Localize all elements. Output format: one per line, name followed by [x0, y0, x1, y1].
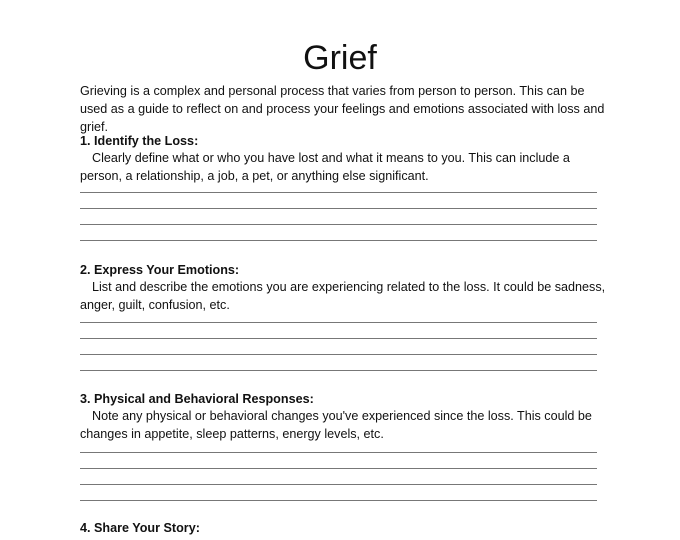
intro-paragraph: Grieving is a complex and personal process that varies from person to person. This can be used as a guide to reflect on and process your feelings and emotions associated with loss and grief.	[80, 84, 605, 134]
answer-line[interactable]	[80, 192, 597, 193]
section-prompt: Clearly define what or who you have lost and what it means to you. This can include a person, a relationship, a job, a pet, or anything else significant.	[80, 151, 570, 183]
answer-line[interactable]	[80, 322, 597, 323]
section-heading: 3. Physical and Behavioral Responses:	[80, 392, 314, 406]
answer-line[interactable]	[80, 484, 597, 485]
answer-line[interactable]	[80, 468, 597, 469]
answer-line[interactable]	[80, 338, 597, 339]
answer-line[interactable]	[80, 370, 597, 371]
section-identify-loss	[80, 133, 600, 185]
section-heading: 4. Share Your Story:	[80, 521, 200, 535]
section-physical-responses	[80, 391, 600, 443]
answer-line[interactable]	[80, 500, 597, 501]
answer-line[interactable]	[80, 208, 597, 209]
answer-line[interactable]	[80, 240, 597, 241]
answer-line[interactable]	[80, 354, 597, 355]
section-heading: 2. Express Your Emotions:	[80, 263, 240, 277]
section-prompt: Note any physical or behavioral changes you've experienced since the loss. This could be changes in appetite, sleep patterns, energy levels, etc.	[80, 409, 592, 441]
section-express-emotions	[80, 262, 606, 314]
section-heading: 1. Identify the Loss:	[80, 134, 199, 148]
section-prompt: List and describe the emotions you are experiencing related to the loss. It could be sadness, anger, guilt, confusion, etc.	[80, 280, 606, 312]
section-share-story	[80, 520, 600, 536]
answer-line[interactable]	[80, 452, 597, 453]
answer-line[interactable]	[80, 224, 597, 225]
page-title: Grief	[303, 39, 377, 77]
